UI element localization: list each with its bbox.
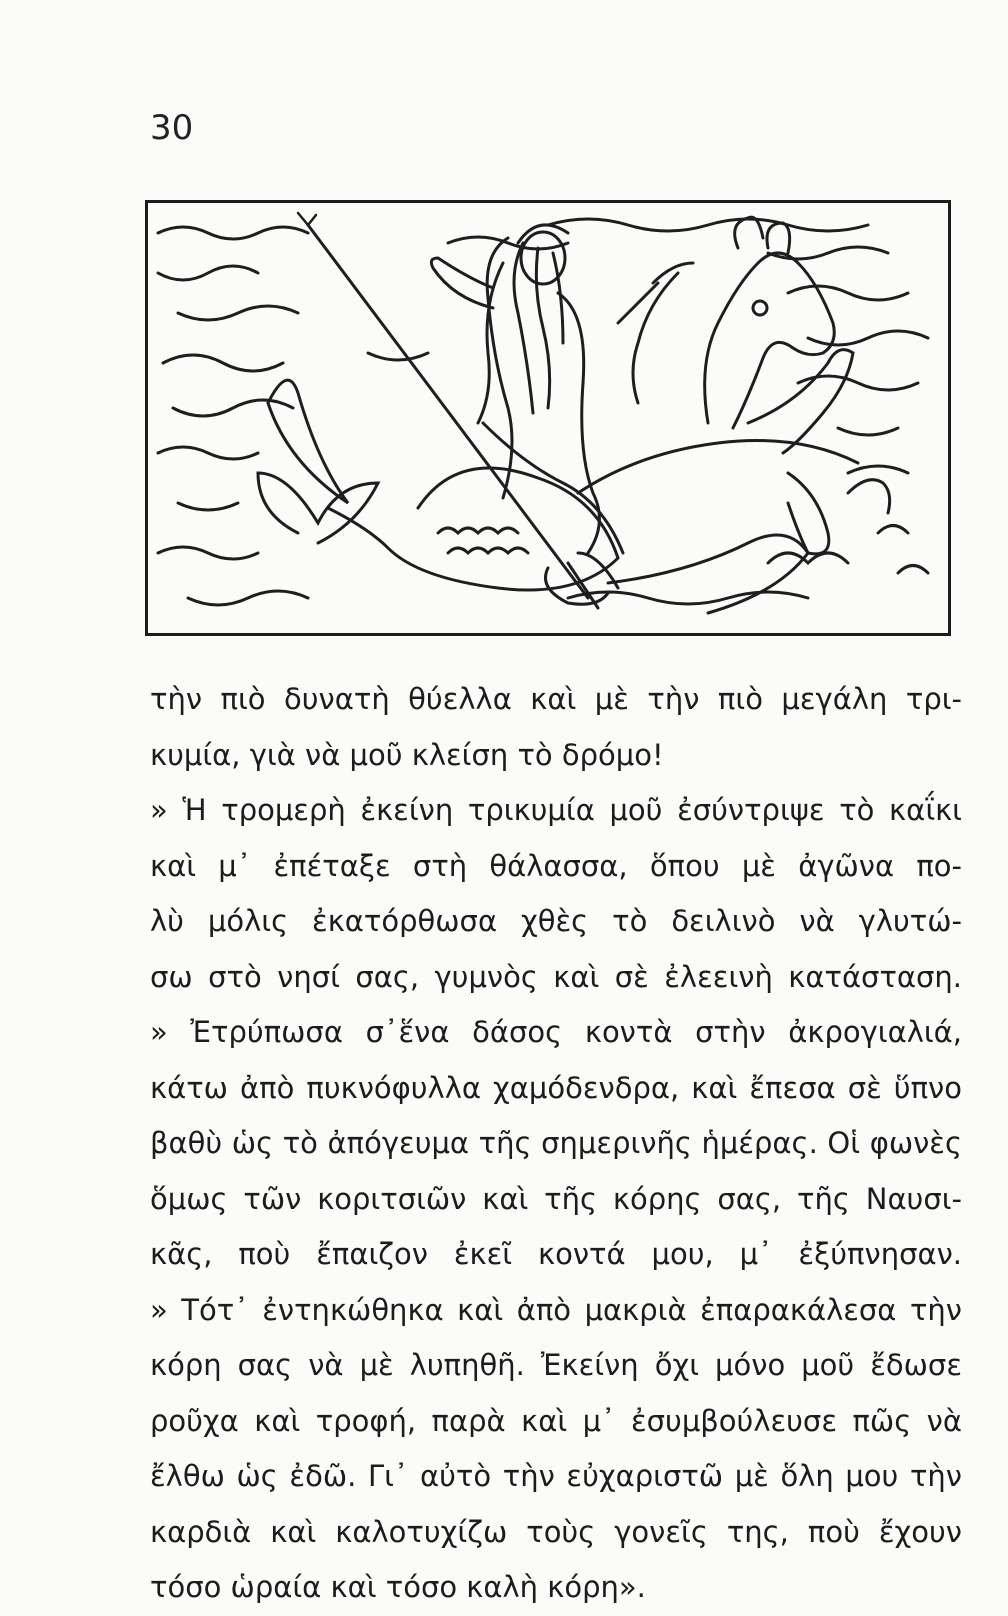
text-line: λὺ μόλις ἐκατόρθωσα χθὲς τὸ δειλινὸ νὰ γλυτώ-	[150, 904, 962, 938]
poseidon-riding-hippocamp-illustration	[148, 203, 948, 633]
text-line: » Ἡ τρομερὴ ἐκείνη τρικυμία μοῦ ἐσύντριψε τὸ καΐκι	[150, 793, 962, 827]
text-line: » Ἐτρύπωσα σ᾽ἕνα δάσος κοντὰ στὴν ἀκρογιαλιά,	[150, 1015, 962, 1049]
body-text	[150, 672, 962, 1616]
poseidon-illustration	[145, 200, 951, 636]
text-line: ροῦχα καὶ τροφή, παρὰ καὶ μ᾽ ἐσυμβούλευσε πῶς νὰ	[150, 1403, 962, 1438]
text-line: τὴν πιὸ δυνατὴ θύελλα καὶ μὲ τὴν πιὸ μεγάλη τρι-	[150, 682, 962, 716]
text-line: καρδιὰ καὶ καλοτυχίζω τοὺς γονεῖς της, ποὺ ἔχουν	[150, 1514, 962, 1549]
text-line: ὅμως τῶν κοριτσιῶν καὶ τῆς κόρης σας, τῆς Ναυσι-	[150, 1181, 962, 1216]
text-line: κᾶς, ποὺ ἔπαιζον ἐκεῖ κοντά μου, μ᾽ ἐξύπνησαν.	[150, 1237, 962, 1271]
text-line: » Τότ᾽ ἐντηκώθηκα καὶ ἀπὸ μακριὰ ἐπαρακάλεσα τὴν	[150, 1292, 962, 1327]
text-line: τόσο ὡραία καὶ τόσο καλὴ κόρη».	[150, 1570, 646, 1604]
text-line: κάτω ἀπὸ πυκνόφυλλα χαμόδενδρα, καὶ ἔπεσα σὲ ὕπνο	[150, 1070, 962, 1105]
page-number: 30	[150, 108, 194, 148]
text-line: σω στὸ νησί σας, γυμνὸς καὶ σὲ ἐλεεινὴ κατάσταση.	[150, 959, 962, 994]
text-line: καὶ μ᾽ ἐπέταξε στὴ θάλασσα, ὅπου μὲ ἀγῶνα πο-	[150, 848, 962, 883]
text-line: κυμία, γιὰ νὰ μοῦ κλείση τὸ δρόμο!	[150, 737, 664, 772]
text-line: κόρη σας νὰ μὲ λυπηθῆ. Ἐκείνη ὄχι μόνο μοῦ ἔδωσε	[150, 1348, 962, 1382]
text-line: ἔλθω ὡς ἐδῶ. Γι᾽ αὐτὸ τὴν εὐχαριστῶ μὲ ὅλη μου τὴν	[150, 1459, 962, 1493]
text-line: βαθὺ ὡς τὸ ἀπόγευμα τῆς σημερινῆς ἡμέρας. Οἱ φωνὲς	[150, 1126, 962, 1160]
